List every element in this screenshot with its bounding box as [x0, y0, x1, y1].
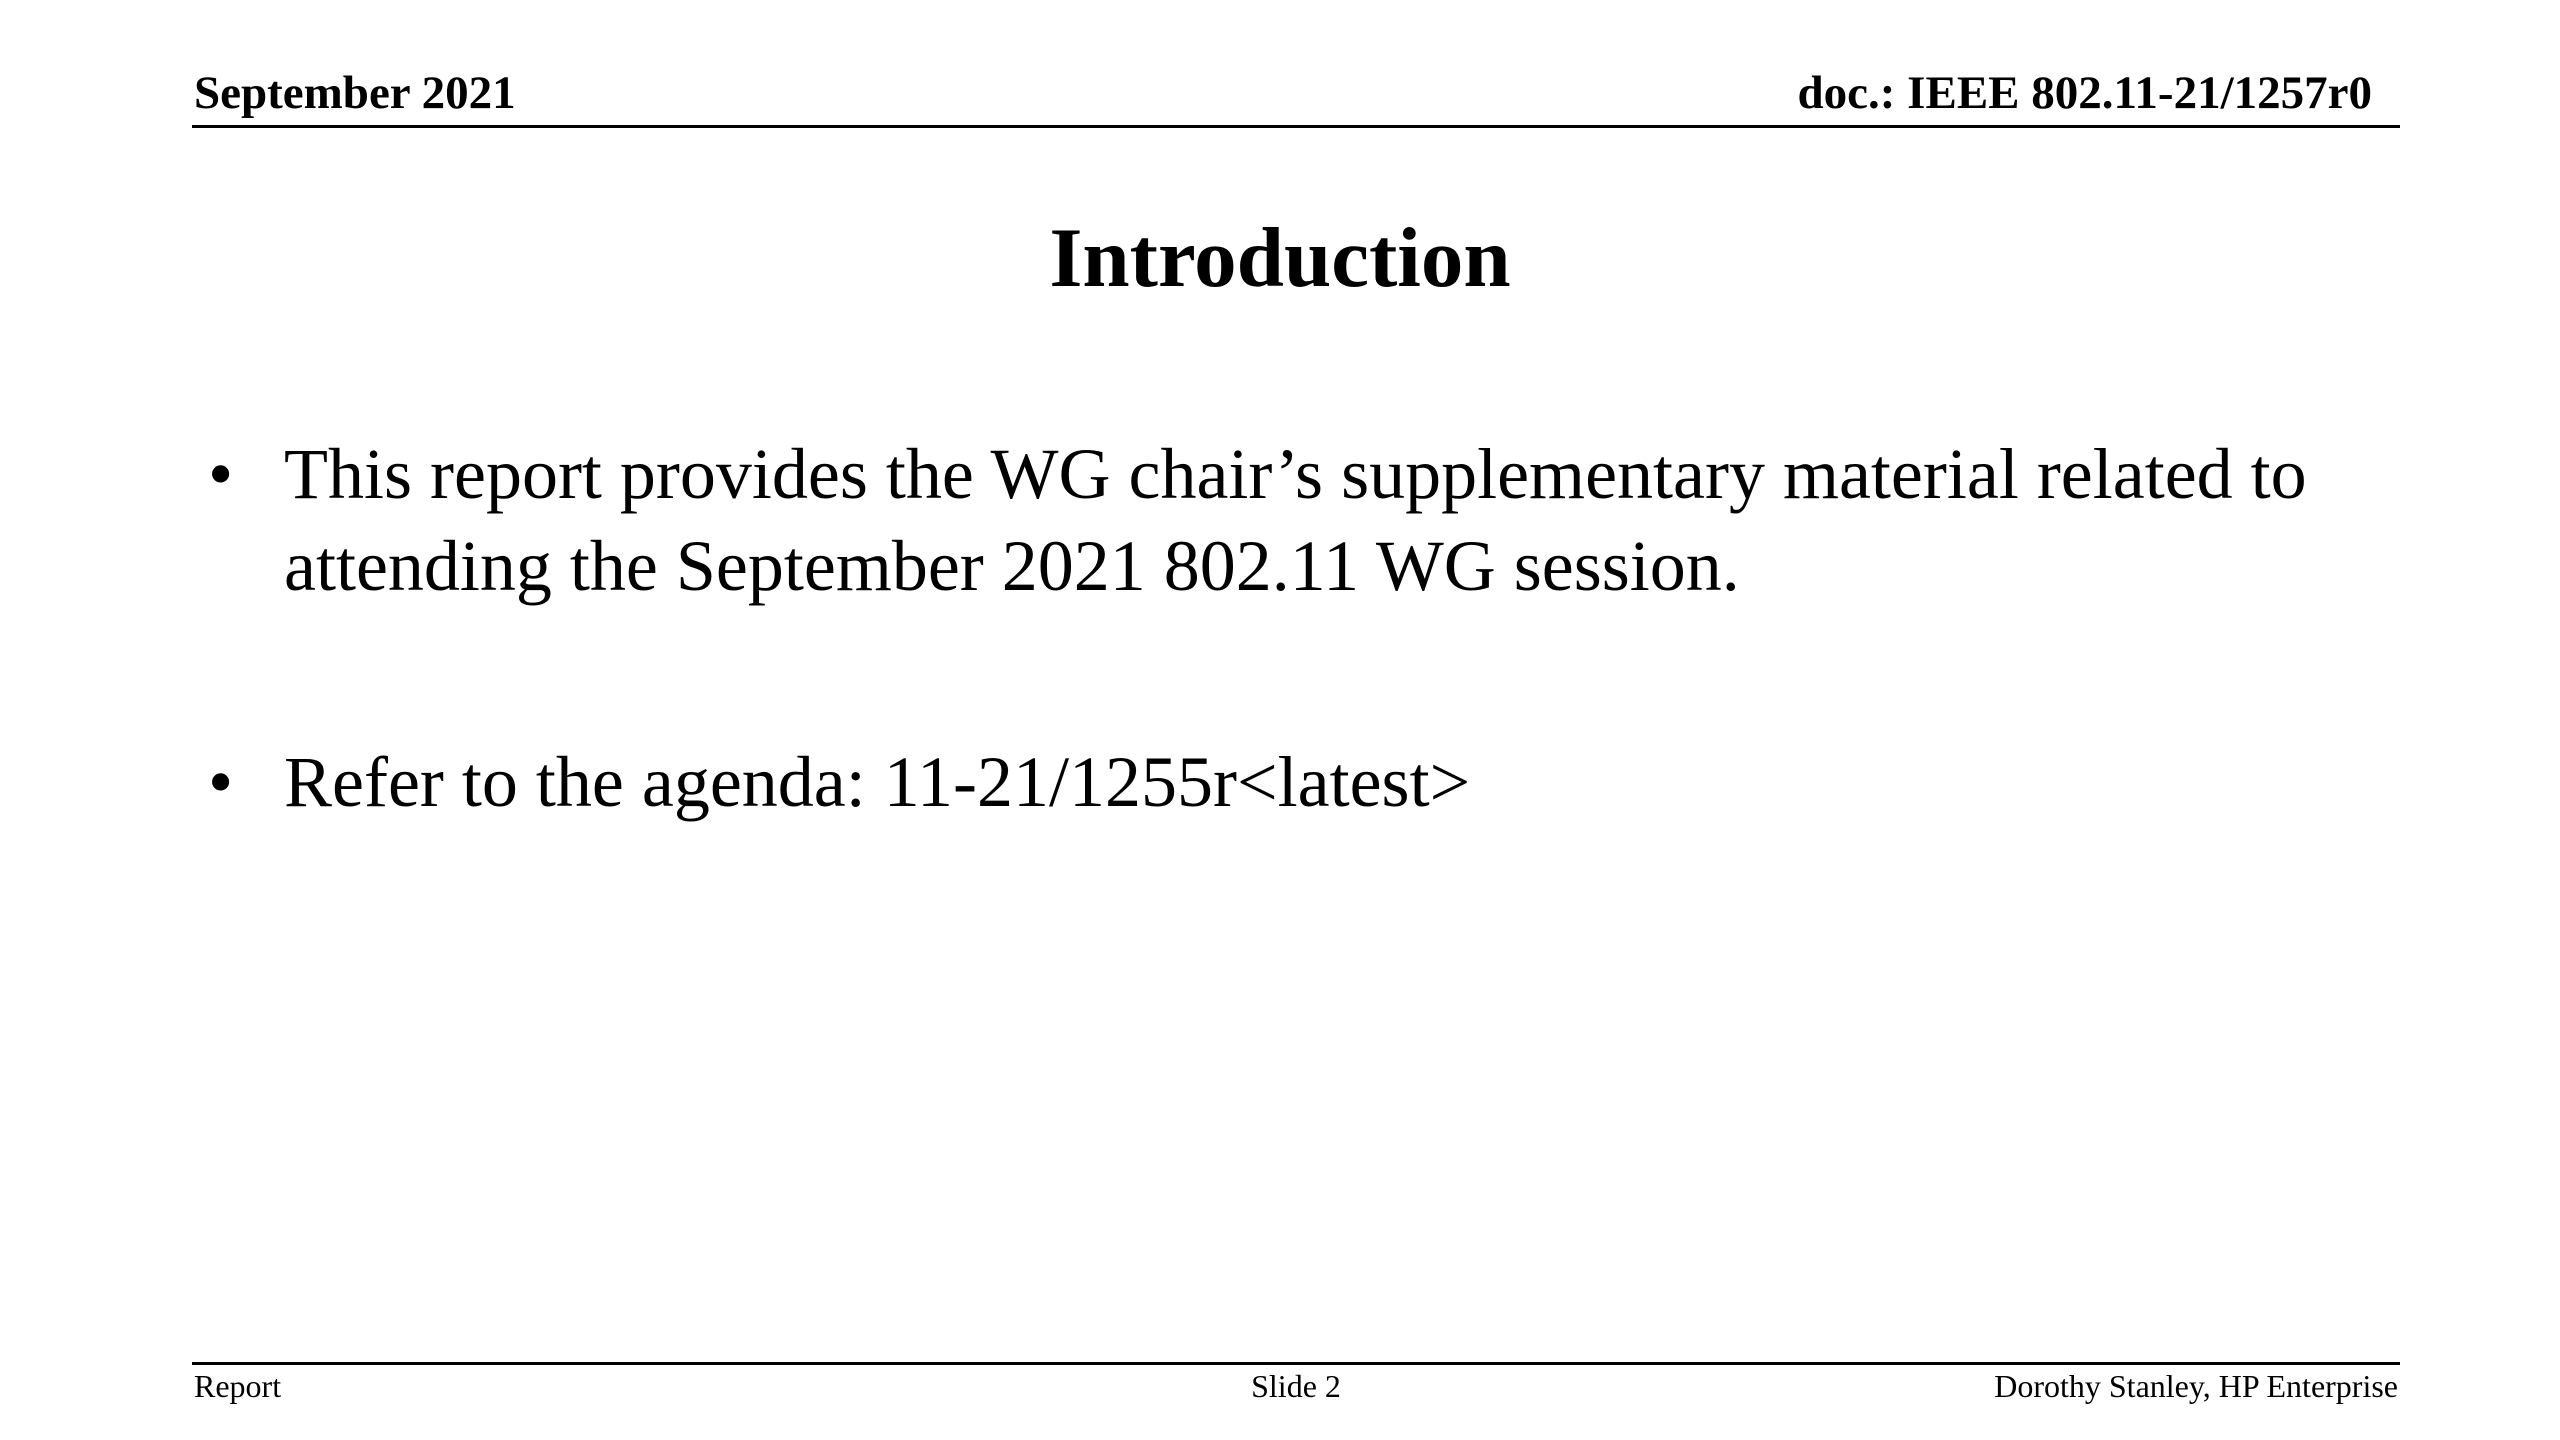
bullet-text: Refer to the agenda: 11-21/1255r<latest> [284, 742, 1471, 822]
header-date: September 2021 [194, 67, 516, 119]
bullet-text: This report provides the WG chair’s supplementary material related to attending the September 2021 802.11 WG session. [284, 434, 2307, 606]
slide-title: Introduction [1049, 211, 1511, 305]
footer-report-label: Report [194, 1368, 282, 1404]
header-doc-id: doc.: IEEE 802.11-21/1257r0 [1797, 67, 2372, 119]
bullet-icon: • [208, 434, 234, 514]
footer-rule [192, 1362, 2400, 1365]
bullet-icon: • [208, 742, 234, 822]
footer-author: Dorothy Stanley, HP Enterprise [1994, 1368, 2398, 1404]
footer-slide-number: Slide 2 [1251, 1368, 1341, 1404]
bullet-item [208, 428, 2408, 612]
bullet-list [208, 428, 2408, 952]
bullet-item [208, 736, 2408, 828]
header-rule [192, 125, 2400, 128]
